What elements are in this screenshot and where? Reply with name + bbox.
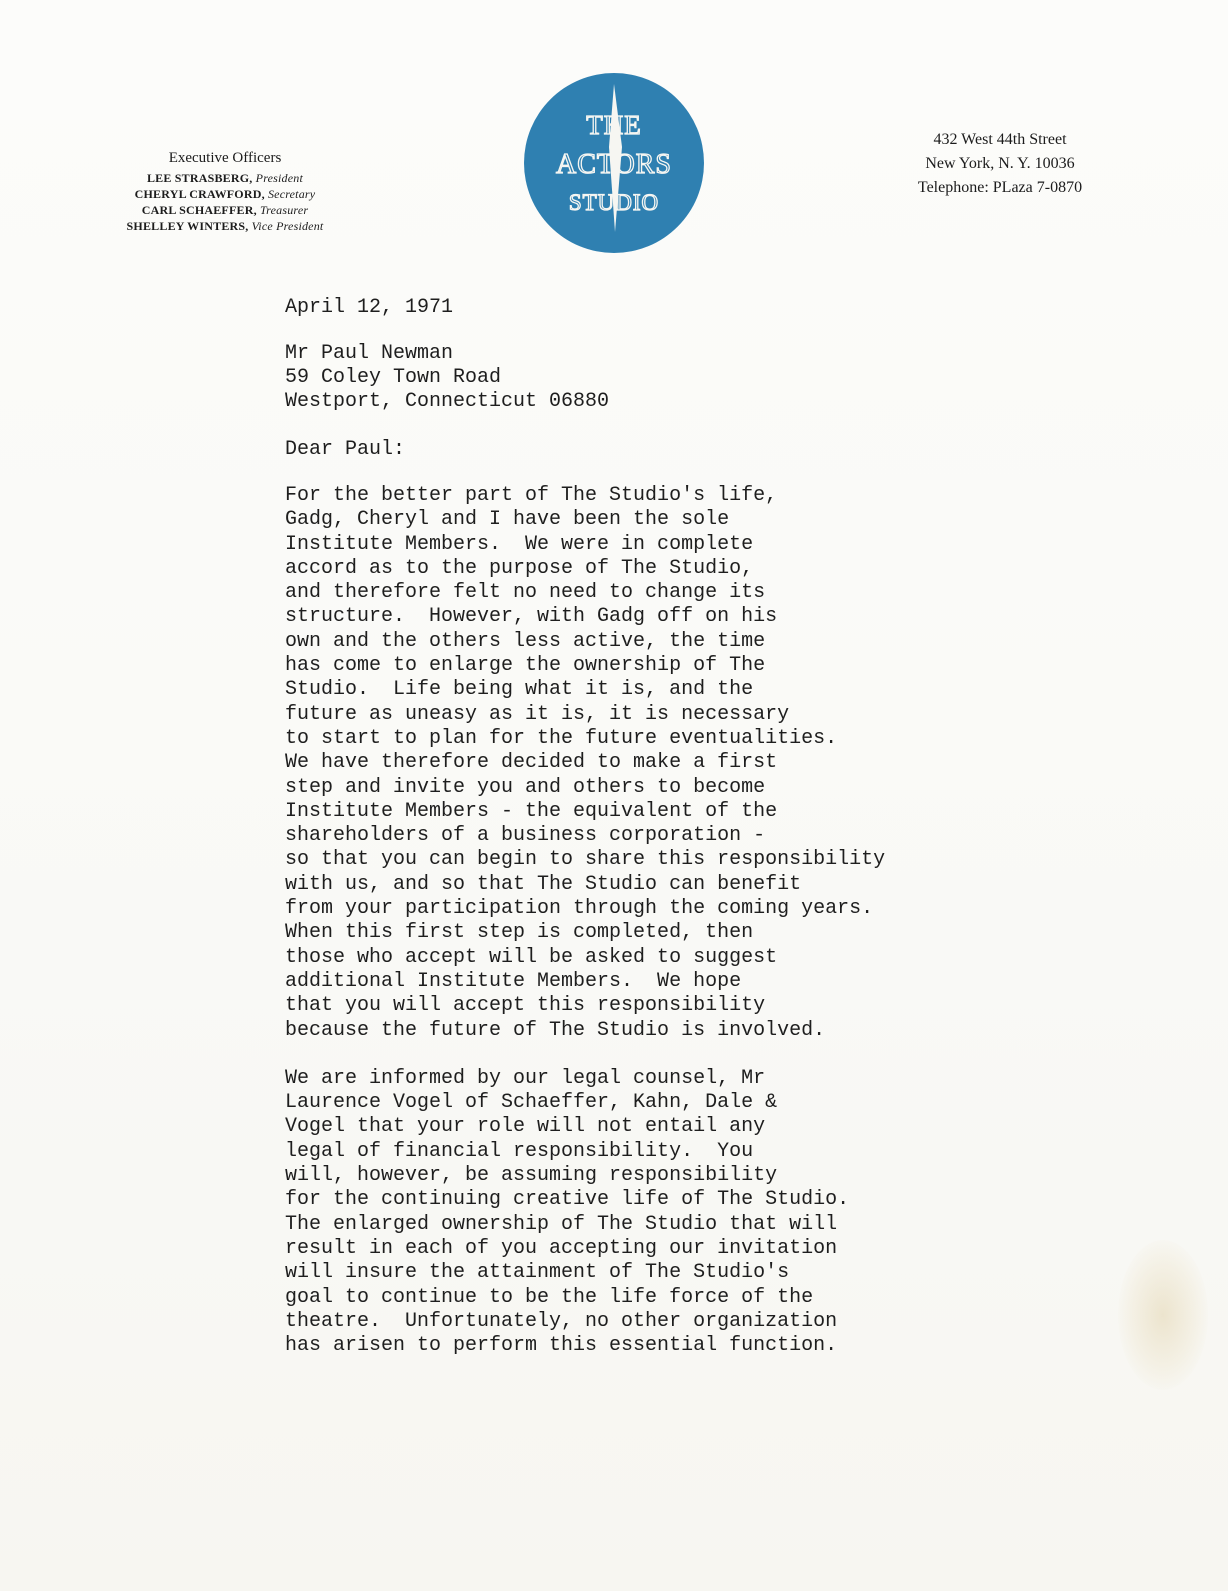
address-city: New York, N. Y. 10036 [925,155,1075,172]
executive-officers [95,150,355,234]
officer-row [95,186,355,202]
letter-line: accord as to the purpose of The Studio, [285,556,754,580]
recipient-name: Mr Paul Newman [285,342,454,365]
logo-text-the: THE [586,110,642,140]
letter-line: future as uneasy as it is, it is necessary [285,702,790,726]
letter-line: For the better part of The Studio's life, [285,484,778,507]
letter-line: Vogel that your role will not entail any [285,1115,766,1139]
paragraph-1 [285,484,1045,1043]
letter-line: additional Institute Members. We hope [285,969,742,993]
logo-text-actors: ACTORS [556,149,672,180]
letter-line: The enlarged ownership of The Studio that will [285,1212,838,1236]
letter-line: from your participation through the coming years. [285,897,874,921]
letter-line: Gadg, Cheryl and I have been the sole [285,508,730,532]
letter-line: because the future of The Studio is involved. [285,1018,826,1042]
officer-row [95,218,355,234]
letter-line: will insure the attainment of The Studio's [285,1261,790,1285]
letter-line: own and the others less active, the time [285,629,766,653]
officer-role: Treasurer [259,203,309,217]
letter-line: has come to enlarge the ownership of The [285,654,766,678]
letter-line: step and invite you and others to become [285,775,766,799]
officer-name: LEE STRASBERG, [146,171,253,185]
letter-body [285,296,1045,1358]
letter-line: theatre. Unfortunately, no other organization [285,1309,838,1333]
actors-studio-logo [523,72,705,254]
officer-name: SHELLEY WINTERS, [126,219,249,233]
letter-line: structure. However, with Gadg off on his [285,605,778,629]
letter-line: legal of financial responsibility. You [285,1139,754,1163]
letter-date: April 12, 1971 [285,296,454,319]
paragraph-2 [285,1067,1045,1359]
salutation: Dear Paul: [285,438,406,461]
officer-name: CARL SCHAEFFER, [141,203,257,217]
studio-address [880,128,1120,200]
letter-line: Institute Members. We were in complete [285,532,754,556]
recipient-street: 59 Coley Town Road [285,366,502,389]
letter-line: Laurence Vogel of Schaeffer, Kahn, Dale & [285,1091,778,1115]
letter-line: We are informed by our legal counsel, Mr [285,1066,766,1090]
letter-line: those who accept will be asked to suggest [285,945,778,969]
recipient-city: Westport, Connecticut 06880 [285,390,610,413]
officer-role: Vice President [251,219,324,233]
logo-text-studio: STUDIO [568,190,660,215]
officer-row [95,170,355,186]
letter-line: that you will accept this responsibility [285,994,766,1018]
officers-heading: Executive Officers [168,150,282,166]
officer-role: President [255,171,304,185]
letter-line: with us, and so that The Studio can benefit [285,872,802,896]
paper-stain [1118,1240,1208,1390]
letter-line: and therefore felt no need to change its [285,581,766,605]
letter-line: Institute Members - the equivalent of the [285,799,778,823]
letter-line: result in each of you accepting our invitation [285,1236,838,1260]
letter-line: will, however, be assuming responsibility [285,1164,778,1188]
officer-role: Secretary [267,187,316,201]
letter-line: shareholders of a business corporation - [285,824,766,848]
letter-line: goal to continue to be the life force of the [285,1285,814,1309]
letter-line: has arisen to perform this essential function. [285,1334,838,1358]
address-street: 432 West 44th Street [933,131,1067,148]
letter-line: so that you can begin to share this responsibility [285,848,886,872]
officer-row [95,202,355,218]
letter-line: When this first step is completed, then [285,921,754,945]
letter-line: Studio. Life being what it is, and the [285,678,754,702]
address-phone: Telephone: PLaza 7-0870 [917,179,1083,196]
letter-line: to start to plan for the future eventualities. [285,726,838,750]
letter-line: for the continuing creative life of The Studio. [285,1188,850,1212]
letter-line: We have therefore decided to make a first [285,751,778,775]
officer-name: CHERYL CRAWFORD, [134,187,265,201]
recipient-address [285,342,1045,414]
